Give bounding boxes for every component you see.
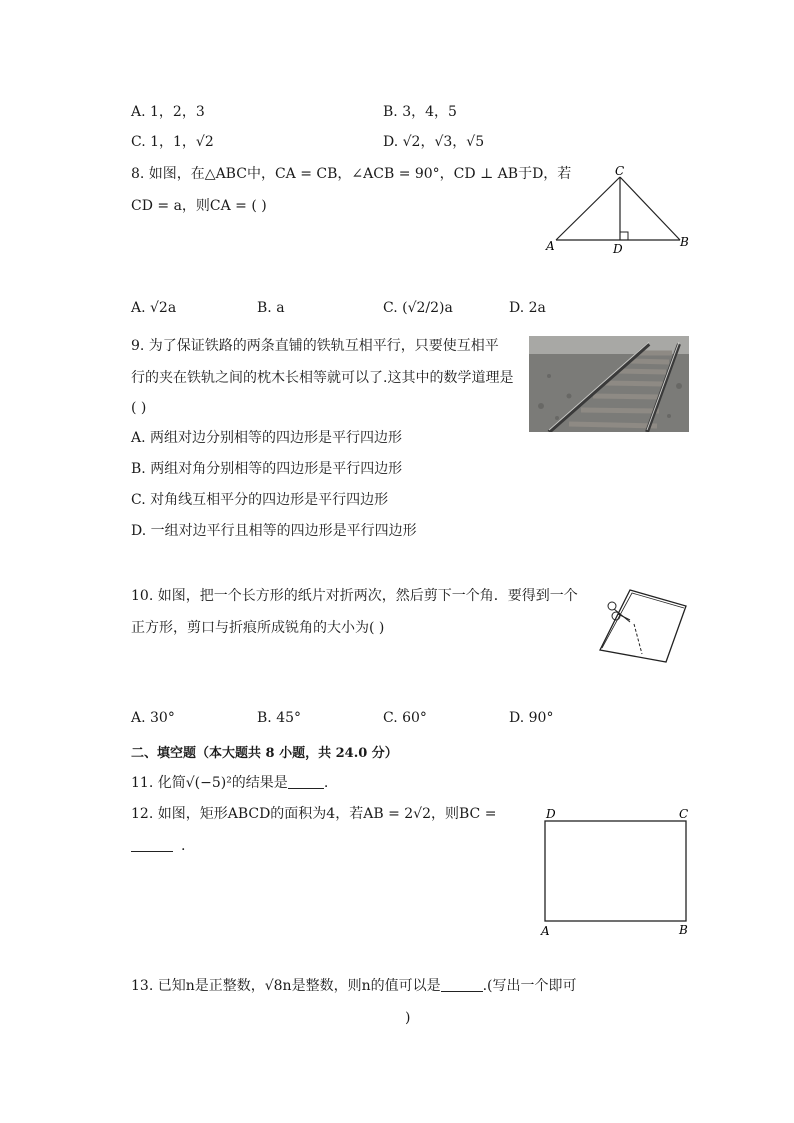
q13-answer-blank[interactable]	[441, 977, 483, 992]
q8-triangle-figure	[540, 162, 700, 258]
q13-suffix: .(写出一个即可	[482, 978, 577, 994]
q11-suffix: .	[323, 775, 329, 791]
q8-option-c: C. (√2/2)a	[383, 300, 453, 316]
q7-option-c: C. 1，1，√2	[131, 134, 214, 150]
q12-suffix: .	[181, 838, 186, 854]
q12-stem-line2	[131, 836, 185, 856]
q11-text: 11. 化简√(−5)²的结果是	[131, 775, 288, 791]
railway-track-photo	[529, 336, 689, 432]
q10-folded-paper-figure	[594, 584, 694, 666]
q12-label-c: C	[679, 807, 689, 821]
section-heading-fill-blank: 二、填空题（本大题共 8 小题，共 24.0 分）	[131, 746, 398, 761]
q8-label-d: D	[613, 242, 623, 256]
q13-text: 13. 已知n是正整数，√8n是整数，则n的值可以是	[131, 978, 441, 994]
q12-label-a: A	[541, 924, 550, 938]
q9-option-b: B. 两组对角分别相等的四边形是平行四边形	[131, 461, 403, 477]
q12-label-b: B	[679, 923, 688, 937]
q13-stem-line1	[131, 976, 577, 996]
q8-option-a: A. √2a	[131, 300, 177, 316]
q8-stem-line2: CD = a，则CA = ( )	[131, 198, 267, 214]
q10-option-b: B. 45°	[257, 710, 302, 726]
q10-option-a: A. 30°	[131, 710, 175, 726]
q8-option-b: B. a	[257, 300, 285, 316]
q10-stem-line1: 10. 如图，把一个长方形的纸片对折两次，然后剪下一个角．要得到一个	[131, 588, 578, 604]
q10-option-c: C. 60°	[383, 710, 427, 726]
q12-label-d: D	[546, 807, 556, 821]
q8-option-d: D. 2a	[509, 300, 546, 316]
q11-stem	[131, 773, 328, 793]
q9-option-a: A. 两组对边分别相等的四边形是平行四边形	[131, 430, 403, 446]
q11-answer-blank[interactable]	[288, 774, 324, 789]
scissors-icon	[608, 602, 616, 610]
q9-option-d: D. 一组对边平行且相等的四边形是平行四边形	[131, 523, 417, 539]
q12-answer-blank[interactable]	[131, 837, 173, 852]
q9-stem-line2: 行的夹在铁轨之间的枕木长相等就可以了.这其中的数学道理是	[131, 370, 514, 386]
q7-option-a: A. 1，2，3	[131, 104, 205, 120]
q7-option-b: B. 3，4，5	[383, 104, 457, 120]
q8-stem-line1: 8. 如图，在△ABC中，CA = CB，∠ACB = 90°，CD ⊥ AB于D，若	[131, 166, 572, 182]
q8-label-a: A	[546, 239, 555, 253]
q9-option-c: C. 对角线互相平分的四边形是平行四边形	[131, 492, 389, 508]
q7-option-d: D. √2，√3，√5	[383, 134, 485, 150]
q8-label-b: B	[680, 235, 689, 249]
q8-label-c: C	[615, 164, 625, 178]
q13-stem-line2: )	[405, 1010, 411, 1026]
q12-stem-line1: 12. 如图，矩形ABCD的面积为4，若AB = 2√2，则BC =	[131, 806, 497, 822]
q9-stem-line1: 9. 为了保证铁路的两条直铺的铁轨互相平行，只要使互相平	[131, 338, 499, 354]
q10-stem-line2: 正方形，剪口与折痕所成锐角的大小为( )	[131, 620, 385, 636]
q12-rectangle-figure	[536, 804, 696, 940]
q10-option-d: D. 90°	[509, 710, 554, 726]
q9-stem-line3: ( )	[131, 400, 147, 416]
